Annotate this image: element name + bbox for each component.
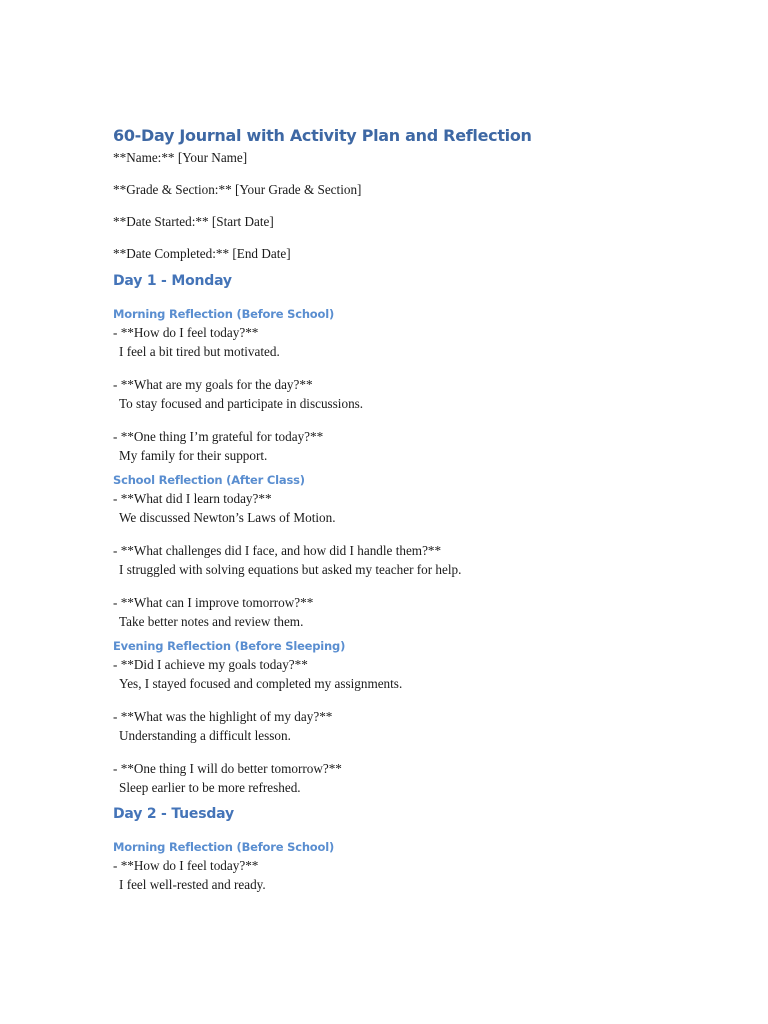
qa-item bbox=[113, 655, 713, 707]
document-title: 60-Day Journal with Activity Plan and Reflection bbox=[113, 126, 532, 145]
meta-grade-section: **Grade & Section:** [Your Grade & Section] bbox=[113, 182, 362, 197]
question: - **Did I achieve my goals today?** bbox=[113, 657, 308, 672]
day-2-morning-heading: Morning Reflection (Before School) bbox=[113, 840, 334, 854]
question: - **What did I learn today?** bbox=[113, 491, 272, 506]
answer: I struggled with solving equations but asked my teacher for help. bbox=[119, 562, 462, 577]
question: - **What can I improve tomorrow?** bbox=[113, 595, 314, 610]
meta-date-completed: **Date Completed:** [End Date] bbox=[113, 246, 291, 261]
answer: I feel a bit tired but motivated. bbox=[119, 344, 280, 359]
answer: Yes, I stayed focused and completed my assignments. bbox=[119, 676, 403, 691]
answer: We discussed Newton’s Laws of Motion. bbox=[119, 510, 336, 525]
meta-name: **Name:** [Your Name] bbox=[113, 150, 248, 165]
question: - **What challenges did I face, and how did I handle them?** bbox=[113, 543, 442, 558]
answer: Sleep earlier to be more refreshed. bbox=[119, 780, 301, 795]
question: - **How do I feel today?** bbox=[113, 858, 259, 873]
qa-item bbox=[113, 323, 713, 375]
qa-item bbox=[113, 707, 713, 759]
qa-item bbox=[113, 856, 713, 894]
day-2-heading: Day 2 - Tuesday bbox=[113, 806, 234, 822]
day-1-evening-heading: Evening Reflection (Before Sleeping) bbox=[113, 639, 346, 653]
qa-item bbox=[113, 593, 713, 637]
answer: Take better notes and review them. bbox=[119, 614, 304, 629]
question: - **What was the highlight of my day?** bbox=[113, 709, 333, 724]
day-1-school-heading: School Reflection (After Class) bbox=[113, 473, 305, 487]
question: - **One thing I’m grateful for today?** bbox=[113, 429, 324, 444]
qa-item bbox=[113, 541, 713, 593]
day-1-heading: Day 1 - Monday bbox=[113, 273, 232, 289]
meta-block bbox=[113, 148, 713, 270]
qa-item bbox=[113, 489, 713, 541]
answer: Understanding a difficult lesson. bbox=[119, 728, 291, 743]
answer: My family for their support. bbox=[119, 448, 268, 463]
qa-item bbox=[113, 427, 713, 471]
qa-item bbox=[113, 759, 713, 803]
question: - **How do I feel today?** bbox=[113, 325, 259, 340]
answer: To stay focused and participate in discussions. bbox=[119, 396, 364, 411]
meta-date-started: **Date Started:** [Start Date] bbox=[113, 214, 274, 229]
day-1-morning-heading: Morning Reflection (Before School) bbox=[113, 307, 334, 321]
question: - **One thing I will do better tomorrow?** bbox=[113, 761, 342, 776]
answer: I feel well-rested and ready. bbox=[119, 877, 266, 892]
qa-item bbox=[113, 375, 713, 427]
question: - **What are my goals for the day?** bbox=[113, 377, 313, 392]
document-page bbox=[113, 124, 713, 894]
